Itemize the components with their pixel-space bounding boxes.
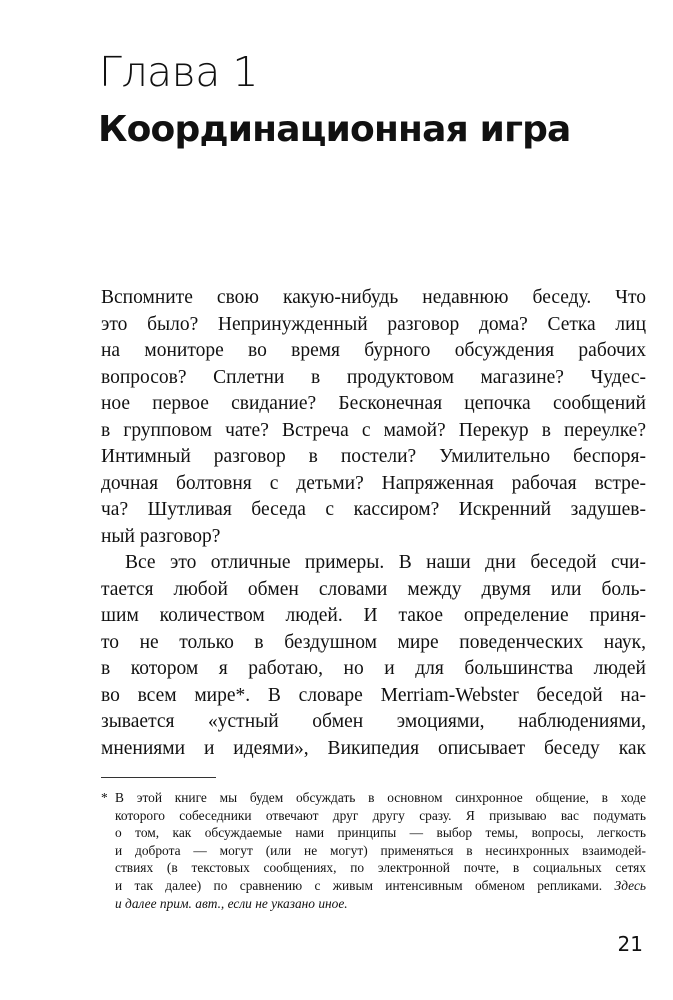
footnote-line: ствиях (в текстовых сообщениях, по электронной почте, в социальных сетях	[115, 860, 646, 876]
footnote-text: В этой книге мы будем обсуждать в основном синхронное общение, в ходе	[115, 790, 646, 805]
text-line: шим количеством людей. И такое определение приня-	[101, 605, 646, 626]
text-line: на мониторе во время бурного обсуждения рабочих	[101, 340, 646, 361]
footnote-line: о том, как обсуждаемые нами принципы — выбор темы, вопросы, легкость	[115, 825, 646, 841]
footnote-line: которого собеседники отвечают друг другу сразу. Я призываю вас подумать	[115, 807, 646, 823]
footnote-italic: и далее прим. авт., если не указано иное.	[115, 895, 348, 911]
text-line: в котором я работаю, но и для большинства людей	[101, 658, 646, 679]
body-text	[101, 285, 646, 762]
text-line: это было? Непринужденный разговор дома? Сетка лиц	[101, 313, 646, 335]
text-line: ное первое свидание? Бесконечная цепочка сообщений	[101, 393, 646, 414]
text-line: зывается «устный обмен эмоциями, наблюдениями,	[101, 711, 646, 732]
footnote	[101, 789, 646, 912]
text-line: во всем мире*. В словаре Merriam-Webster беседой на-	[101, 684, 646, 706]
footnote-line	[101, 877, 646, 895]
footnote-marker: *	[101, 790, 108, 805]
text-line: в групповом чате? Встреча с мамой? Перекур в переулке?	[101, 419, 646, 441]
footnote-line	[101, 895, 646, 913]
text-line: дочная болтовня с детьми? Напряженная рабочая встре-	[101, 472, 646, 494]
text-line: то не только в бездушном мире поведенческих наук,	[101, 631, 646, 653]
footnote-line: и доброта — могут (или не могут) применяться в несинхронных взаимодей-	[115, 842, 646, 858]
text-line: ный разговор?	[101, 525, 221, 547]
chapter-title: Координационная игра	[98, 109, 571, 150]
chapter-label: Глава 1	[99, 48, 258, 96]
text-line: тается любой обмен словами между двумя или боль-	[101, 578, 646, 600]
text-line: Все это отличные примеры. В наши дни беседой счи-	[125, 552, 646, 573]
text-line: мнениями и идеями», Википедия описывает беседу как	[101, 737, 646, 759]
text-line: Интимный разговор в постели? Умилительно беспоря-	[101, 446, 646, 467]
footnote-line	[101, 789, 646, 807]
text-line: Вспомните свою какую-нибудь недавнюю беседу. Что	[101, 287, 646, 308]
footnote-italic: Здесь	[614, 877, 646, 893]
footnote-divider	[101, 777, 216, 778]
page-number: 21	[617, 932, 643, 956]
footnote-text: и так далее) по сравнению с живым интенсивным обменом репликами.	[115, 877, 603, 893]
text-line: ча? Шутливая беседа с кассиром? Искренний задушев-	[101, 499, 646, 520]
text-line: вопросов? Сплетни в продуктовом магазине? Чудес-	[101, 366, 646, 388]
